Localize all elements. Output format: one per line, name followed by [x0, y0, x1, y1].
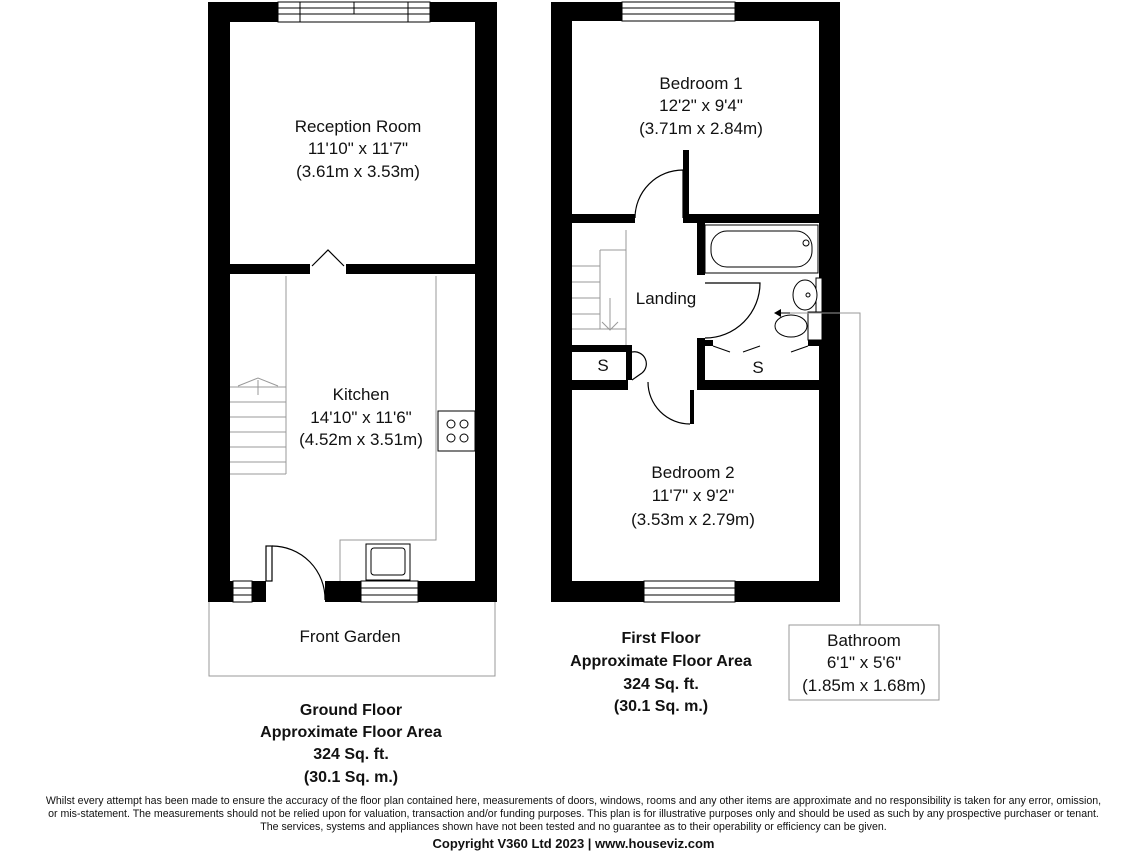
ground-stairs [230, 276, 286, 474]
store-left-name: S [597, 356, 609, 375]
bedroom1-imperial: 12'2" x 9'4" [659, 96, 743, 115]
disclaimer-line-3: The services, systems and appliances shown have not been tested and no guarantee as to their operability or efficiency can be given. [260, 821, 887, 833]
first-floor-stairs [572, 230, 626, 345]
ground-front-door [266, 546, 325, 600]
bedroom1-name: Bedroom 1 [659, 74, 743, 93]
bedroom2-metric: (3.53m x 2.79m) [631, 510, 755, 529]
basin-fixture [793, 278, 822, 312]
copyright-notice: Copyright V360 Ltd 2023 | www.houseviz.com [432, 836, 715, 851]
store-cupboard-doors [713, 346, 808, 352]
bath-fixture [705, 225, 818, 273]
ground-floor-title: Ground Floor [299, 702, 403, 719]
bedroom1-metric: (3.71m x 2.84m) [639, 119, 763, 138]
toilet-fixture [775, 312, 822, 340]
disclaimer-line-1: Whilst every attempt has been made to ensure the accuracy of the floor plan contained here, measurements of doors, windows, rooms and any other items are approximate and no responsibility is taken for any error, omission, [45, 795, 1102, 807]
first-floor-sqft: 324 Sq. ft. [623, 676, 699, 693]
ground-floor-plan [208, 2, 497, 786]
opening-chevron [312, 250, 344, 266]
bathroom-imperial: 6'1" x 5'6" [826, 653, 902, 672]
reception-room-name: Reception Room [294, 117, 422, 136]
first-floor-title: First Floor [621, 630, 701, 647]
bedroom2-name: Bedroom 2 [651, 463, 735, 482]
bedroom2-imperial: 11'7" x 9'2" [651, 486, 735, 505]
disclaimer-line-2: or mis-statement. The measurements should not be relied upon for valuation, transaction and/or funding purposes. This plan is for illustrative purposes only and should be used as such by any prospective purchaser or tenant. [48, 808, 1099, 820]
front-garden-name: Front Garden [299, 627, 401, 646]
landing-name: Landing [635, 289, 697, 308]
bathroom-pointer [774, 309, 860, 625]
ground-floor-walls [208, 2, 497, 602]
first-floor-plan [551, 2, 939, 715]
reception-room-metric: (3.61m x 3.53m) [296, 162, 420, 181]
first-floor-area-label: Approximate Floor Area [570, 653, 752, 670]
store-right-name: S [752, 358, 764, 377]
bathroom-metric: (1.85m x 1.68m) [802, 676, 926, 695]
first-floor-sqm: (30.1 Sq. m.) [613, 698, 709, 715]
kitchen-worktop [340, 276, 436, 581]
kitchen-imperial: 14'10" x 11'6" [310, 408, 412, 427]
ground-floor-sqm: (30.1 Sq. m.) [303, 769, 399, 786]
ground-rear-window [278, 2, 430, 22]
kitchen-metric: (4.52m x 3.51m) [299, 430, 423, 449]
kitchen-hob [438, 411, 475, 451]
bathroom-name: Bathroom [827, 631, 901, 650]
reception-room-imperial: 11'10" x 11'7" [307, 139, 409, 158]
ground-floor-area-label: Approximate Floor Area [260, 724, 442, 741]
kitchen-sink [366, 544, 410, 580]
ground-floor-sqft: 324 Sq. ft. [313, 746, 389, 763]
kitchen-name: Kitchen [332, 385, 390, 404]
